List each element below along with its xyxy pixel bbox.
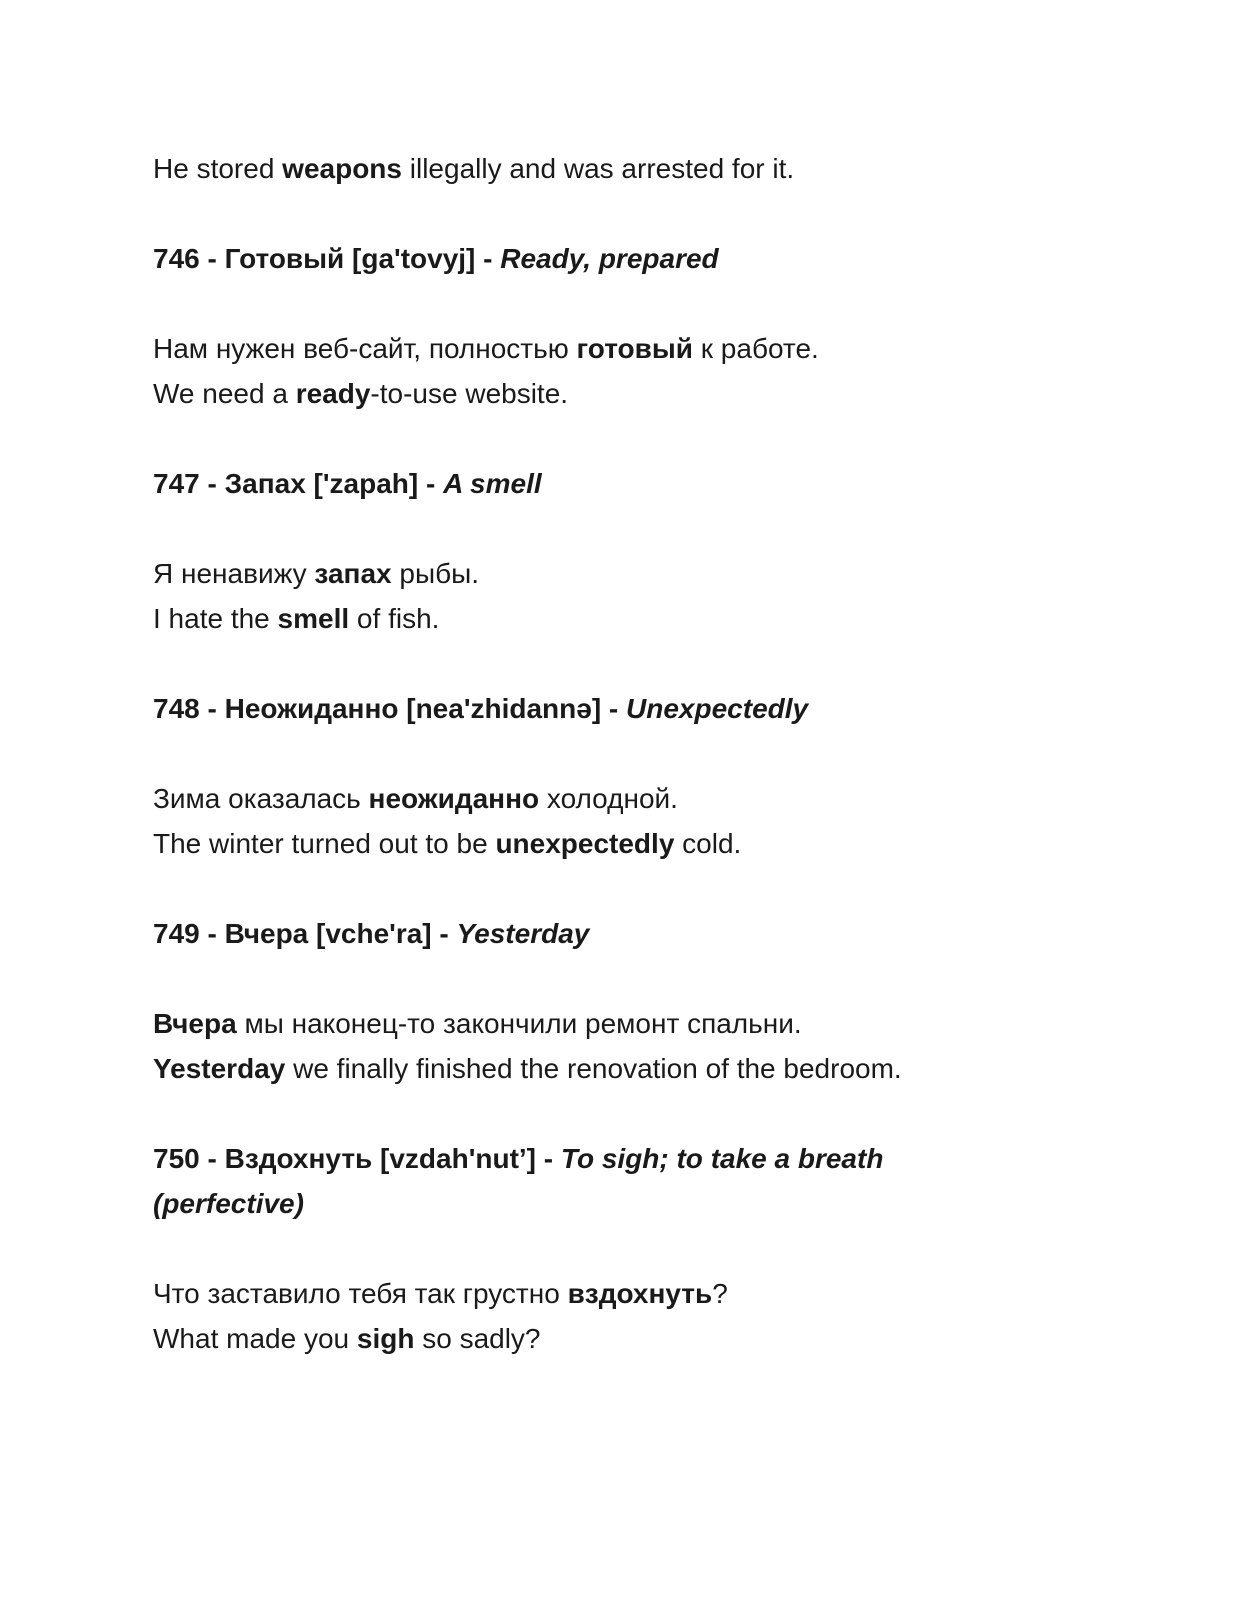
entry-meaning: Ready, prepared (500, 243, 719, 274)
entry-heading-text: 749 - Вчера [vche'ra] - (153, 918, 457, 949)
entry-heading-text: 746 - Готовый [ga'tovyj] - (153, 243, 501, 274)
entry-heading-text: 750 - Вздохнуть [vzdah'nut’] - (153, 1143, 561, 1174)
entry-heading-text: 747 - Запах ['zapah] - (153, 468, 444, 499)
entry-heading-750-continuation (153, 1181, 1113, 1226)
entry-heading-750 (153, 1136, 1113, 1181)
intro-text-before: He stored (153, 153, 283, 184)
sentence-keyword: вздохнуть (567, 1278, 713, 1309)
sentence-text: рыбы. (391, 558, 480, 589)
sentence-text: -to-use website. (370, 378, 569, 409)
entry-heading-text: 748 - Неожиданно [nea'zhidannə] - (153, 693, 627, 724)
sentence-text: ? (712, 1278, 728, 1309)
sentence-keyword: sigh (356, 1323, 415, 1354)
english-sentence-748 (153, 821, 1113, 866)
sentence-keyword: smell (277, 603, 350, 634)
russian-sentence-750 (153, 1271, 1113, 1316)
entry-heading-747 (153, 461, 1113, 506)
sentence-text: of fish. (349, 603, 440, 634)
sentence-text: мы наконец-то закончили ремонт спальни. (236, 1008, 802, 1039)
sentence-text: We need a (153, 378, 296, 409)
russian-sentence-749 (153, 1001, 1113, 1046)
english-sentence-747 (153, 596, 1113, 641)
sentence-text: I hate the (153, 603, 278, 634)
sentence-text: Я ненавижу (153, 558, 315, 589)
entry-meaning-continuation: (perfective) (153, 1188, 304, 1219)
sentence-keyword: Yesterday (153, 1053, 286, 1084)
russian-sentence-747 (153, 551, 1113, 596)
sentence-keyword: запах (314, 558, 392, 589)
intro-keyword: weapons (282, 153, 402, 184)
sentence-text: Нам нужен веб-сайт, полностью (153, 333, 577, 364)
sentence-text: Что заставило тебя так грустно (153, 1278, 568, 1309)
sentence-text: we finally finished the renovation of the bedroom. (285, 1053, 902, 1084)
sentence-text: The winter turned out to be (153, 828, 496, 859)
sentence-keyword: Вчера (153, 1008, 237, 1039)
intro-text-after: illegally and was arrested for it. (401, 153, 795, 184)
sentence-text: холодной. (539, 783, 678, 814)
entry-heading-748 (153, 686, 1113, 731)
sentence-keyword: unexpectedly (495, 828, 675, 859)
sentence-text: Зима оказалась (153, 783, 369, 814)
entry-heading-746 (153, 236, 1113, 281)
sentence-text: What made you (153, 1323, 357, 1354)
document-page (153, 146, 1113, 1361)
sentence-keyword: ready (295, 378, 371, 409)
entry-heading-749 (153, 911, 1113, 956)
russian-sentence-748 (153, 776, 1113, 821)
intro-english-sentence (153, 146, 1113, 191)
sentence-text: к работе. (692, 333, 819, 364)
english-sentence-749 (153, 1046, 1113, 1091)
sentence-text: cold. (674, 828, 742, 859)
entry-meaning: Unexpectedly (626, 693, 809, 724)
entry-meaning: To sigh; to take a breath (560, 1143, 884, 1174)
russian-sentence-746 (153, 326, 1113, 371)
english-sentence-746 (153, 371, 1113, 416)
sentence-text: so sadly? (414, 1323, 541, 1354)
entry-meaning: Yesterday (456, 918, 590, 949)
sentence-keyword: неожиданно (368, 783, 540, 814)
entry-meaning: A smell (443, 468, 542, 499)
sentence-keyword: готовый (576, 333, 693, 364)
english-sentence-750 (153, 1316, 1113, 1361)
